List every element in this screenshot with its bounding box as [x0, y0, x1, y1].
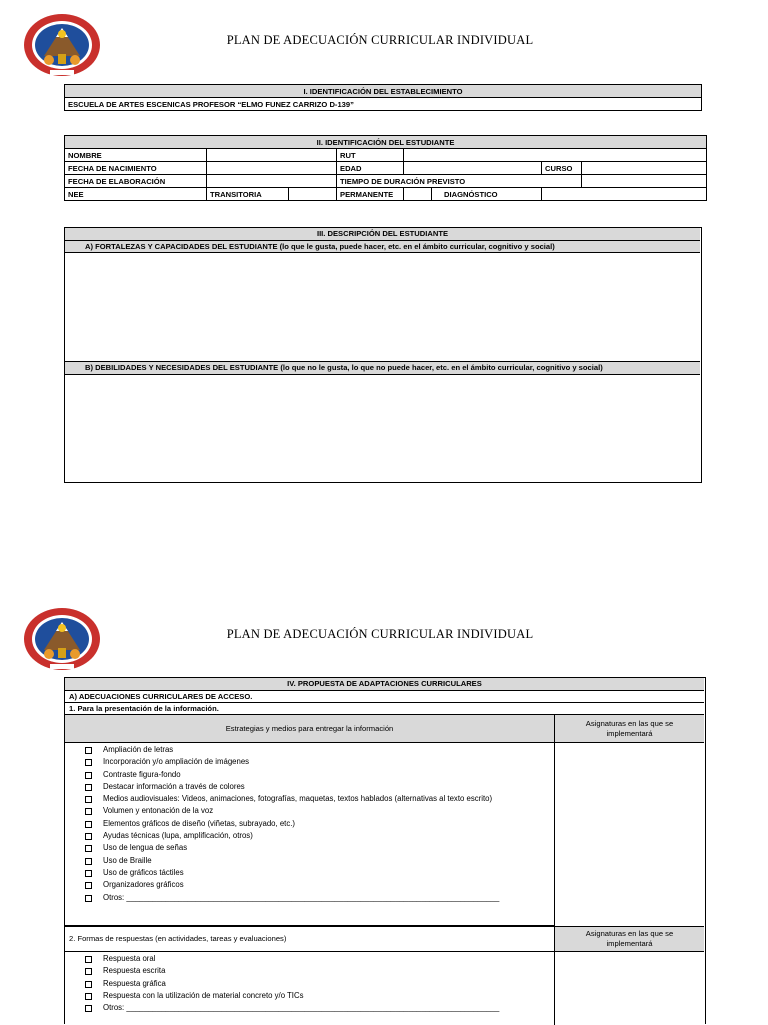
checklist-item — [85, 793, 499, 805]
checkbox[interactable] — [85, 772, 92, 779]
checkbox[interactable] — [85, 858, 92, 865]
weaknesses-header: B) DEBILIDADES Y NECESIDADES DEL ESTUDIANTE (lo que no le gusta, lo que no puede hacer, etc. en el ámbito curricular, cognitivo y social) — [65, 361, 700, 375]
subjects-column-header: Asignaturas en las que se implementará — [555, 715, 704, 743]
document-title: PLAN DE ADECUACIÓN CURRICULAR INDIVIDUAL — [226, 33, 534, 47]
label-curso: CURSO — [542, 162, 582, 175]
field-nombre[interactable] — [207, 149, 337, 162]
checklist-item-label: Uso de lengua de señas — [103, 843, 188, 853]
checklist-item-label: Medios audiovisuales: Videos, animaciones, fotografías, maquetas, textos hablados (alternativas al texto escrito) — [103, 794, 493, 804]
checklist-item-label: Ayudas técnicas (lupa, amplificación, otros) — [103, 831, 253, 841]
establishment-table — [64, 84, 702, 111]
section-2-header: II. IDENTIFICACIÓN DEL ESTUDIANTE — [65, 136, 707, 149]
strategies-column-header: Estrategias y medios para entregar la información — [65, 715, 554, 743]
subjects-column-header-2: Asignaturas en las que se implementará — [555, 926, 704, 952]
label-rut: RUT — [337, 149, 404, 162]
checklist-item — [85, 965, 499, 977]
label-fecha-elaboracion: FECHA DE ELABORACIÓN — [65, 175, 207, 188]
field-rut[interactable] — [404, 149, 707, 162]
checklist-item-label: Contraste figura-fondo — [103, 769, 181, 779]
checklist-item — [85, 953, 499, 965]
section-3-header: III. DESCRIPCIÓN DEL ESTUDIANTE — [65, 228, 700, 241]
label-edad: EDAD — [337, 162, 404, 175]
section-4-header: IV. PROPUESTA DE ADAPTACIONES CURRICULARES — [65, 678, 704, 691]
field-fecha-nacimiento[interactable] — [207, 162, 337, 175]
response-forms-list — [85, 953, 499, 1014]
label-nombre: NOMBRE — [65, 149, 207, 162]
label-nee: NEE — [65, 188, 207, 201]
section-1-header: I. IDENTIFICACIÓN DEL ESTABLECIMIENTO — [65, 85, 702, 98]
checklist-item — [85, 744, 499, 756]
checkbox[interactable] — [85, 981, 92, 988]
description-box — [64, 227, 702, 483]
checkbox[interactable] — [85, 895, 92, 902]
field-curso[interactable] — [582, 162, 707, 175]
checklist-item — [85, 892, 499, 904]
checklist-item — [85, 867, 499, 879]
checkbox[interactable] — [85, 784, 92, 791]
checklist-item-label: Ampliación de letras — [103, 745, 174, 754]
checklist-item-label: Respuesta con la utilización de material concreto y/o TICs — [103, 990, 304, 1000]
label-diagnostico: DIAGNÓSTICO — [432, 188, 542, 201]
field-permanente[interactable] — [404, 188, 432, 201]
checklist-item-label: Volumen y entonación de la voz — [103, 806, 214, 816]
checkbox[interactable] — [85, 993, 92, 1000]
field-transitoria[interactable] — [289, 188, 337, 201]
checklist-item-label: Respuesta gráfica — [103, 978, 166, 988]
checklist-item — [85, 990, 499, 1002]
school-seal-logo — [22, 12, 102, 78]
checklist-item — [85, 818, 499, 830]
part-2-title: 2. Formas de respuestas (en actividades, tareas y evaluaciones) — [65, 926, 554, 952]
school-seal-logo-2 — [22, 606, 102, 672]
checkbox[interactable] — [85, 882, 92, 889]
checkbox[interactable] — [85, 796, 92, 803]
checklist-item-label: Uso de Braille — [103, 855, 152, 865]
weaknesses-area[interactable] — [65, 375, 700, 481]
label-transitoria: TRANSITORIA — [207, 188, 289, 201]
checkbox[interactable] — [85, 870, 92, 877]
strengths-area[interactable] — [65, 253, 700, 361]
strengths-header: A) FORTALEZAS Y CAPACIDADES DEL ESTUDIANTE (lo que le gusta, puede hacer, etc. en el ámbito curricular, cognitivo y social) — [65, 240, 700, 253]
checklist-item-label: Otros: ______________________________________________________________________________________ — [103, 892, 500, 902]
checklist-item — [85, 879, 499, 891]
checklist-item-label: Elementos gráficos de diseño (viñetas, subrayado, etc.) — [103, 818, 295, 828]
checklist-item-label: Destacar información a través de colores — [103, 781, 245, 791]
checkbox[interactable] — [85, 833, 92, 840]
adaptations-box — [64, 677, 706, 1024]
checklist-item-label: Organizadores gráficos — [103, 880, 184, 890]
checkbox[interactable] — [85, 821, 92, 828]
school-name: ESCUELA DE ARTES ESCENICAS PROFESOR “ELMO FUNEZ CARRIZO D-139” — [65, 98, 702, 111]
label-permanente: PERMANENTE — [337, 188, 404, 201]
checklist-item — [85, 756, 499, 768]
checkbox[interactable] — [85, 747, 92, 754]
checkbox[interactable] — [85, 956, 92, 963]
document-title-2: PLAN DE ADECUACIÓN CURRICULAR INDIVIDUAL — [226, 627, 534, 641]
checkbox[interactable] — [85, 808, 92, 815]
checklist-item — [85, 805, 499, 817]
checklist-item — [85, 830, 499, 842]
label-tiempo: TIEMPO DE DURACIÓN PREVISTO — [337, 175, 582, 188]
part-1-title: 1. Para la presentación de la información. — [65, 703, 704, 715]
checkbox[interactable] — [85, 759, 92, 766]
checklist-item — [85, 842, 499, 854]
checklist-item-label: Respuesta oral — [103, 954, 156, 963]
checklist-item-label: Respuesta escrita — [103, 966, 166, 976]
field-edad[interactable] — [404, 162, 542, 175]
field-fecha-elaboracion[interactable] — [207, 175, 337, 188]
checkbox[interactable] — [85, 968, 92, 975]
checkbox[interactable] — [85, 1005, 92, 1012]
presentation-strategies-list — [85, 744, 499, 904]
field-diagnostico[interactable] — [542, 188, 707, 201]
field-tiempo[interactable] — [582, 175, 707, 188]
checklist-item-label: Uso de gráficos táctiles — [103, 867, 184, 877]
checklist-item — [85, 1002, 499, 1014]
checklist-item-label: Incorporación y/o ampliación de imágenes — [103, 757, 250, 767]
label-fecha-nacimiento: FECHA DE NACIMIENTO — [65, 162, 207, 175]
checklist-item — [85, 781, 499, 793]
access-adaptations-title: A) ADECUACIONES CURRICULARES DE ACCESO. — [65, 691, 704, 703]
student-table — [64, 135, 707, 201]
checklist-item — [85, 978, 499, 990]
checklist-item-label: Otros: ______________________________________________________________________________________ — [103, 1003, 500, 1013]
checklist-item — [85, 769, 499, 781]
checklist-item — [85, 855, 499, 867]
checkbox[interactable] — [85, 845, 92, 852]
column-divider — [554, 715, 555, 1025]
